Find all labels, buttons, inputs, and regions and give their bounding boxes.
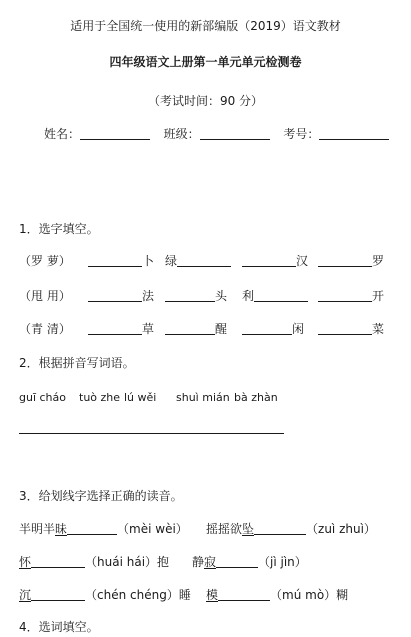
q1-row-2-pair: （甩 用） xyxy=(19,289,71,303)
answer-blank[interactable] xyxy=(177,254,231,267)
answer-blank[interactable] xyxy=(216,555,258,568)
pinyin-answer-line[interactable] xyxy=(19,433,284,434)
answer-blank[interactable] xyxy=(88,322,142,335)
name-label: 姓名： xyxy=(44,127,81,141)
q1-row-1-item-3: 汉 xyxy=(242,252,308,269)
q4-heading: 4．选词填空。 xyxy=(19,620,99,634)
pinyin-4: shuì mián xyxy=(176,391,230,404)
q1-row-3-item-1: 草 xyxy=(88,320,154,337)
worksheet-title: 四年级语文上册第一单元单元检测卷 xyxy=(109,55,302,69)
q2-heading: 2．根据拼音写词语。 xyxy=(19,356,135,370)
answer-blank[interactable] xyxy=(254,522,306,535)
q1-row-1-pair: （罗 萝） xyxy=(19,254,71,268)
answer-blank[interactable] xyxy=(88,289,142,302)
exam-time: （考试时间：90 分） xyxy=(147,94,264,108)
q1-row-2-item-3: 利 xyxy=(242,287,308,304)
q1-row-1-item-2: 绿 xyxy=(165,252,231,269)
q1-row-2-item-2: 头 xyxy=(165,287,227,304)
answer-blank[interactable] xyxy=(318,322,372,335)
q1-heading: 1．选字填空。 xyxy=(19,222,99,236)
answer-blank[interactable] xyxy=(242,322,292,335)
class-label: 班级： xyxy=(163,127,200,141)
q3-item-4: 静寂 （jì jìn） xyxy=(192,555,307,569)
q3-item-6: 模 （mú mò）糊 xyxy=(206,588,349,602)
answer-blank[interactable] xyxy=(254,289,308,302)
answer-blank[interactable] xyxy=(165,322,215,335)
q3-heading: 3．给划线字选择正确的读音。 xyxy=(19,489,183,503)
answer-blank[interactable] xyxy=(242,254,296,267)
pinyin-3: lú wěi xyxy=(124,391,157,404)
q1-row-2-item-1: 法 xyxy=(88,287,154,304)
name-field[interactable] xyxy=(80,127,150,140)
q1-row-1-item-4: 罗 xyxy=(318,252,384,269)
edition-line: 适用于全国统一使用的新部编版（2019）语文教材 xyxy=(70,19,341,33)
q1-row-1-item-1: 卜 xyxy=(88,252,154,269)
answer-blank[interactable] xyxy=(165,289,215,302)
answer-blank[interactable] xyxy=(88,254,142,267)
answer-blank[interactable] xyxy=(31,588,85,601)
answer-blank[interactable] xyxy=(318,254,372,267)
q3-item-3: 怀 （huái hái）抱 xyxy=(19,555,170,569)
q3-item-1: 半明半昧 （mèi wèi） xyxy=(19,522,188,536)
q1-row-3-pair: （青 清） xyxy=(19,322,71,336)
answer-blank[interactable] xyxy=(218,588,270,601)
q1-row-3-item-3: 闲 xyxy=(242,320,304,337)
answer-blank[interactable] xyxy=(318,289,372,302)
number-label: 考号： xyxy=(283,127,320,141)
q3-item-5: 沉 （chén chéng）睡 xyxy=(19,588,191,602)
pinyin-2: tuò zhe xyxy=(79,391,121,404)
q1-row-2-item-4: 开 xyxy=(318,287,384,304)
student-info xyxy=(44,125,389,142)
number-field[interactable] xyxy=(319,127,389,140)
q1-row-3-item-2: 醒 xyxy=(165,320,227,337)
answer-blank[interactable] xyxy=(67,522,117,535)
q3-item-2: 摇摇欲坠 （zuì zhuì） xyxy=(206,522,376,536)
pinyin-5: bà zhàn xyxy=(234,391,278,404)
class-field[interactable] xyxy=(200,127,270,140)
answer-blank[interactable] xyxy=(31,555,85,568)
q1-row-3-item-4: 菜 xyxy=(318,320,384,337)
pinyin-1: guī cháo xyxy=(19,391,66,404)
